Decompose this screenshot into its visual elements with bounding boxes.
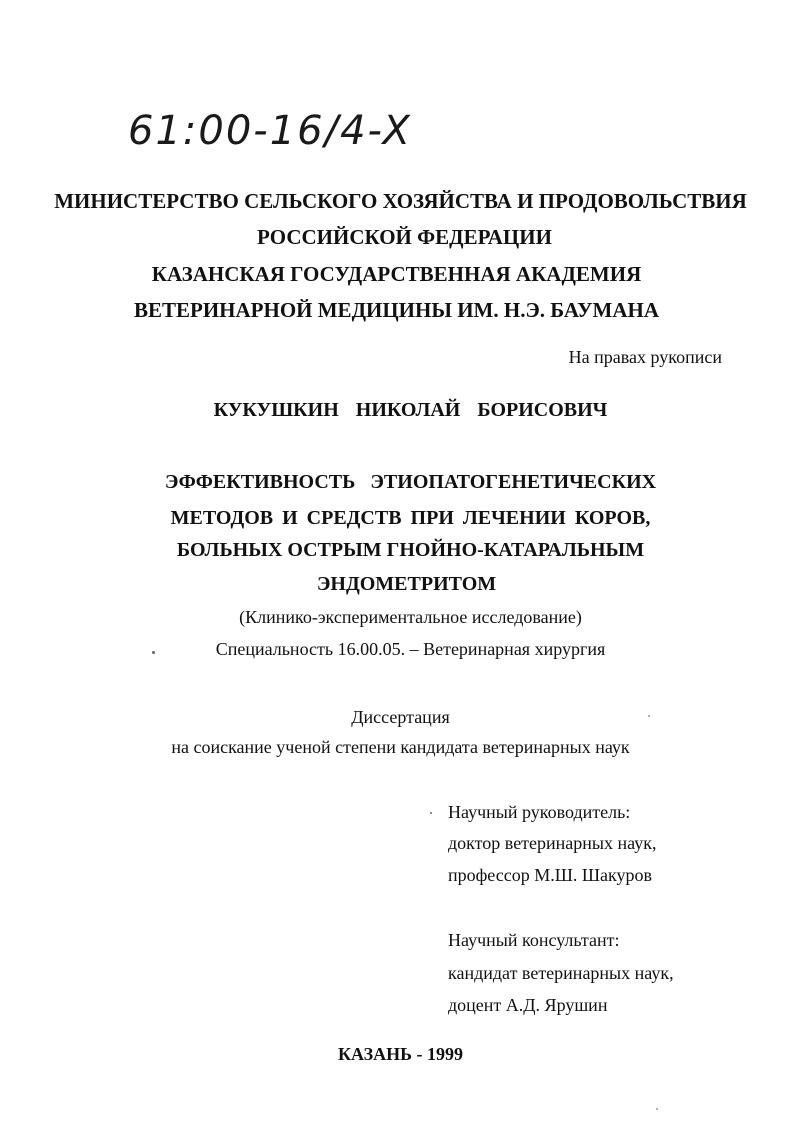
dissertation-label: Диссертация bbox=[351, 707, 450, 727]
archive-code-text: 61:00-16/4-X bbox=[128, 108, 412, 154]
org-line-ministry: МИНИСТЕРСТВО СЕЛЬСКОГО ХОЗЯЙСТВА И ПРОДОВОЛЬСТВИЯ bbox=[54, 189, 747, 213]
org-line-academy: КАЗАНСКАЯ ГОСУДАРСТВЕННАЯ АКАДЕМИЯ bbox=[151, 262, 642, 286]
thesis-title-line-1: ЭФФЕКТИВНОСТЬ ЭТИОПАТОГЕНЕТИЧЕСКИХ bbox=[164, 471, 657, 493]
consultant-role: Научный консультант: bbox=[448, 930, 620, 950]
city-year: КАЗАНЬ - 1999 bbox=[338, 1044, 463, 1064]
scan-speck bbox=[430, 812, 432, 814]
archive-code-handwriting bbox=[128, 100, 438, 160]
study-type: (Клинико-экспериментальное исследование) bbox=[239, 607, 582, 627]
dissertation-purpose: на соискание ученой степени кандидата ветеринарных наук bbox=[171, 737, 630, 757]
thesis-title-line-4: ЭНДОМЕТРИТОМ bbox=[316, 573, 497, 595]
thesis-title-line-3: БОЛЬНЫХ ОСТРЫМ ГНОЙНО-КАТАРАЛЬНЫМ bbox=[176, 539, 645, 561]
org-line-academy-name: ВЕТЕРИНАРНОЙ МЕДИЦИНЫ ИМ. Н.Э. БАУМАНА bbox=[133, 298, 660, 322]
manuscript-note: На правах рукописи bbox=[568, 347, 722, 367]
scan-speck bbox=[152, 651, 155, 654]
scan-speck bbox=[656, 1108, 658, 1110]
thesis-title-line-2: МЕТОДОВ И СРЕДСТВ ПРИ ЛЕЧЕНИИ КОРОВ, bbox=[170, 507, 651, 529]
supervisor-degree: доктор ветеринарных наук, bbox=[448, 833, 657, 853]
specialty: Специальность 16.00.05. – Ветеринарная хирургия bbox=[215, 639, 606, 659]
supervisor-role: Научный руководитель: bbox=[448, 802, 631, 822]
scan-speck bbox=[648, 715, 650, 717]
org-line-federation: РОССИЙСКОЙ ФЕДЕРАЦИИ bbox=[257, 225, 552, 249]
consultant-name: доцент А.Д. Ярушин bbox=[448, 995, 608, 1015]
author-name: КУКУШКИН НИКОЛАЙ БОРИСОВИЧ bbox=[213, 399, 608, 421]
consultant-degree: кандидат ветеринарных наук, bbox=[448, 963, 674, 983]
supervisor-name: профессор М.Ш. Шакуров bbox=[448, 865, 653, 885]
